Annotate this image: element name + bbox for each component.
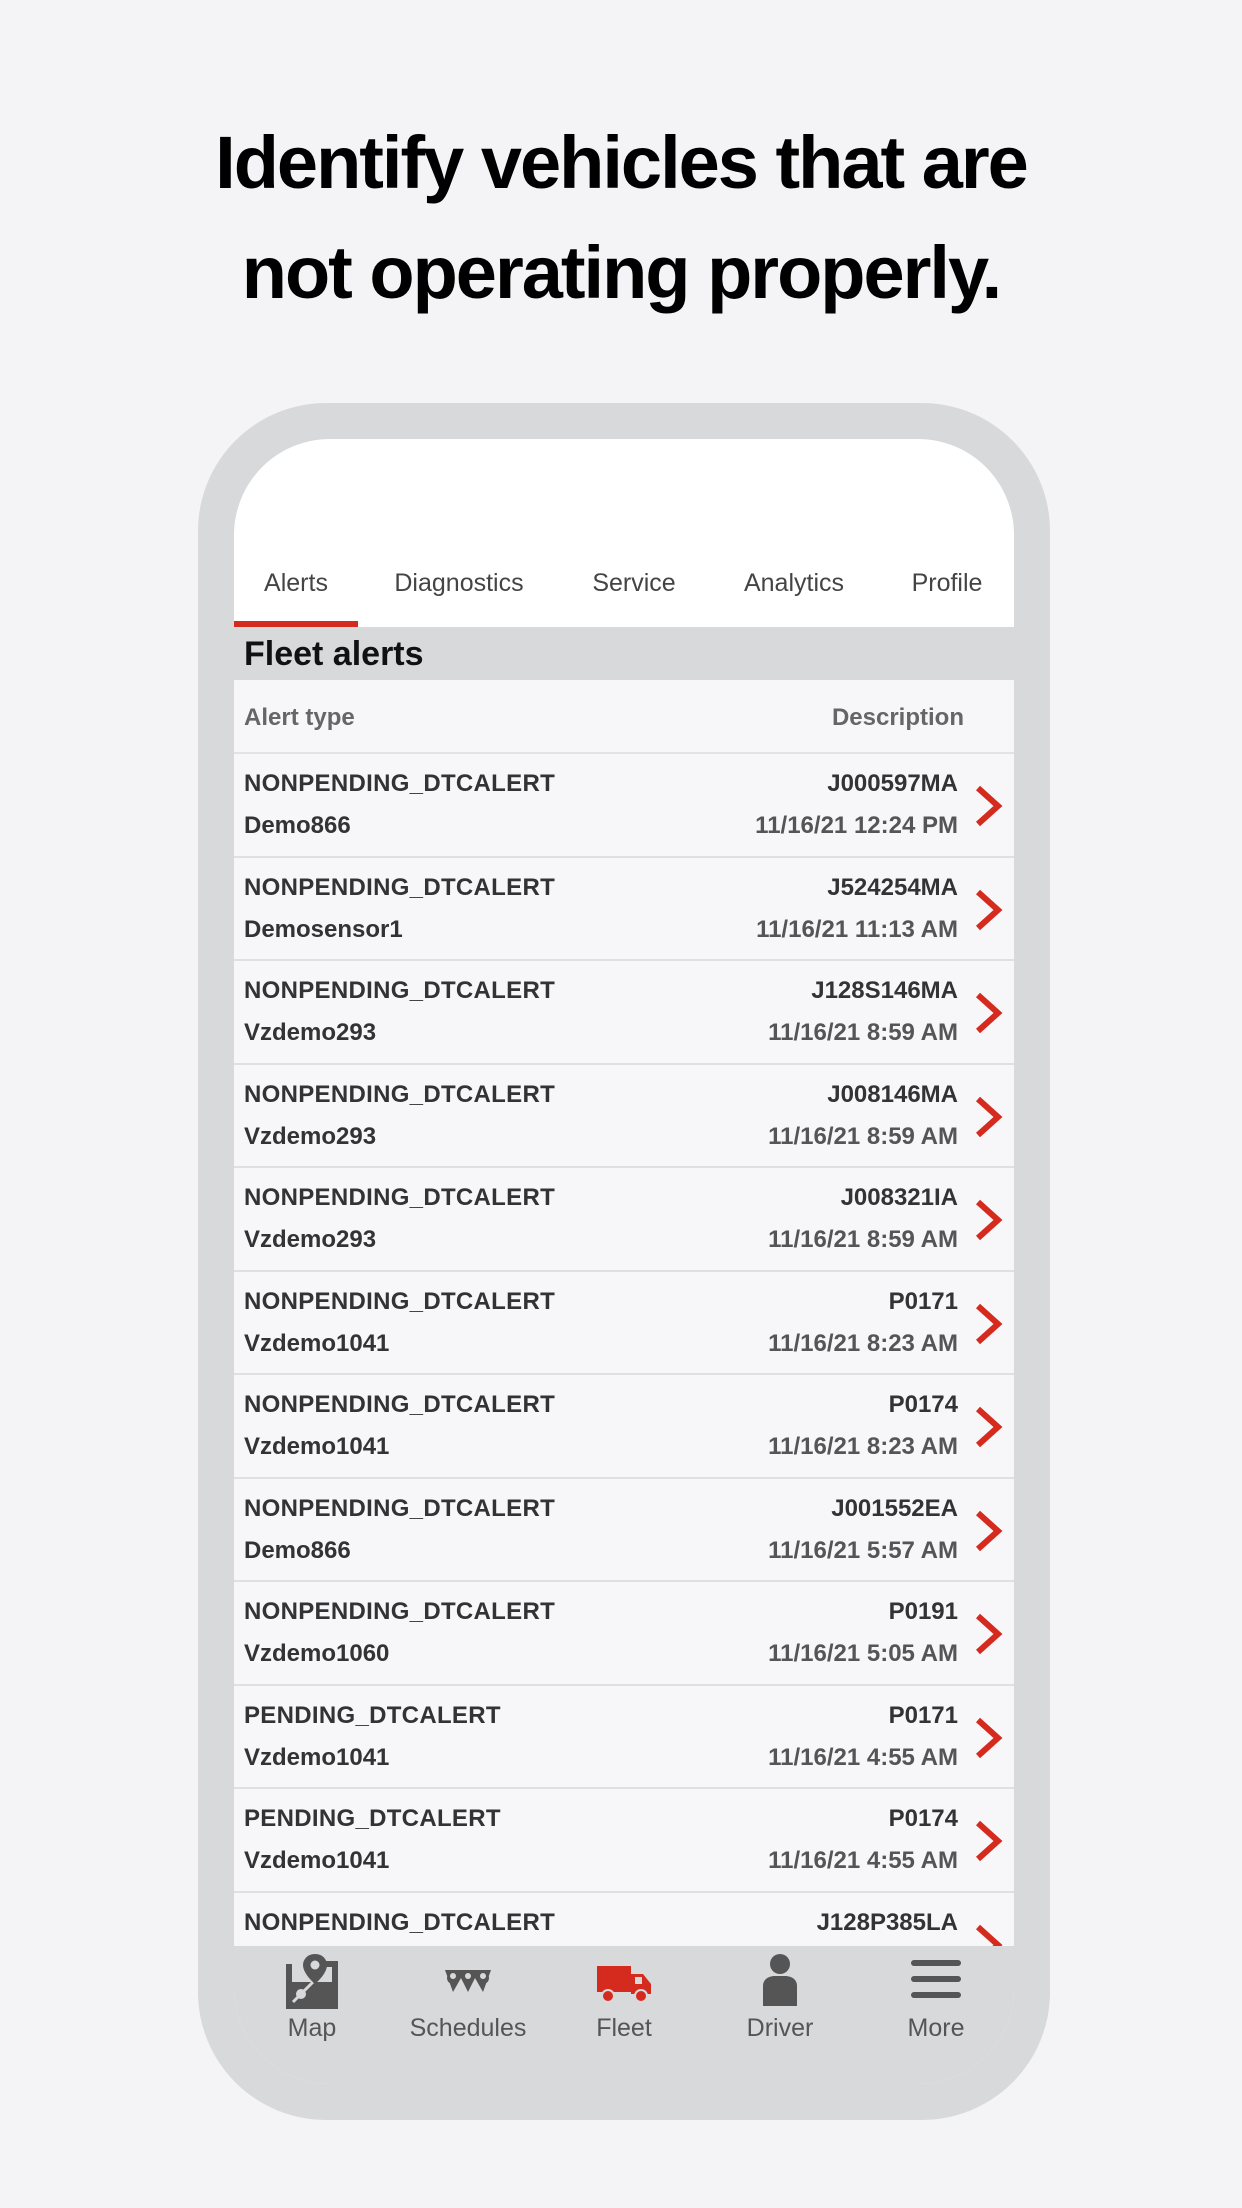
alert-code: J128S146MA xyxy=(811,977,958,1004)
tab-profile[interactable] xyxy=(880,539,1014,627)
chevron-right-icon[interactable] xyxy=(968,1302,1008,1346)
driver-icon xyxy=(751,1952,809,2010)
alert-timestamp: 11/16/21 8:23 AM xyxy=(768,1329,958,1357)
alert-code: P0171 xyxy=(888,1287,958,1315)
alert-code: P0174 xyxy=(888,1805,958,1832)
alert-type: PENDING_DTCALERT xyxy=(244,1701,501,1729)
vehicle-name: Vzdemo1041 xyxy=(244,1743,390,1771)
tab-service[interactable] xyxy=(560,539,708,627)
alert-type: NONPENDING_DTCALERT xyxy=(244,1391,556,1418)
alert-row[interactable] xyxy=(234,1065,1014,1169)
nav-driver[interactable] xyxy=(702,1946,858,2084)
alert-timestamp: 11/16/21 5:57 AM xyxy=(768,1536,958,1564)
headline xyxy=(0,108,1242,328)
truck-icon xyxy=(595,1952,653,2010)
tab-analytics[interactable] xyxy=(708,539,880,627)
phone-screen xyxy=(234,439,1014,2084)
tab-label: Service xyxy=(592,568,676,597)
alert-row[interactable] xyxy=(234,1272,1014,1376)
alert-code: J008146MA xyxy=(827,1080,958,1108)
bottom-nav xyxy=(234,1946,1014,2084)
chevron-right-icon[interactable] xyxy=(968,991,1008,1035)
chevron-right-icon[interactable] xyxy=(968,1405,1008,1449)
tab-label: Profile xyxy=(911,568,983,597)
chevron-right-icon[interactable] xyxy=(968,1923,1008,1947)
alert-type: NONPENDING_DTCALERT xyxy=(244,873,556,901)
alert-row[interactable] xyxy=(234,858,1014,962)
chevron-right-icon[interactable] xyxy=(968,888,1008,932)
alert-type: NONPENDING_DTCALERT xyxy=(244,1184,556,1211)
chevron-right-icon[interactable] xyxy=(968,1612,1008,1656)
alert-code: P0171 xyxy=(888,1701,958,1729)
alert-row[interactable] xyxy=(234,1375,1014,1479)
alert-row[interactable] xyxy=(234,1789,1014,1893)
tab-label: Alerts xyxy=(264,568,328,597)
table-header xyxy=(234,680,1014,754)
alert-code: J128P385LA xyxy=(816,1908,958,1936)
alert-row[interactable] xyxy=(234,1168,1014,1272)
alert-row[interactable] xyxy=(234,1582,1014,1686)
column-header-description: Description xyxy=(831,704,964,731)
tab-label: Diagnostics xyxy=(394,568,524,597)
tab-label: Analytics xyxy=(743,568,845,597)
chevron-right-icon[interactable] xyxy=(968,1819,1008,1863)
alert-code: P0174 xyxy=(888,1391,958,1418)
alert-type: NONPENDING_DTCALERT xyxy=(244,1287,556,1315)
nav-label: Map xyxy=(287,2014,337,2042)
vehicle-name: Vzdemo1041 xyxy=(244,1847,390,1874)
phone-frame xyxy=(198,403,1050,2120)
vehicle-name: Vzdemo293 xyxy=(244,1019,377,1046)
vehicle-name: Vzdemo1041 xyxy=(244,1329,390,1357)
alert-type: NONPENDING_DTCALERT xyxy=(244,1494,556,1522)
alert-timestamp: 11/16/21 8:59 AM xyxy=(768,1019,958,1046)
vehicle-name: Demo866 xyxy=(244,812,351,839)
headline-line-1: Identify vehicles that are xyxy=(215,121,1027,204)
nav-more[interactable] xyxy=(858,1946,1014,2084)
alert-type: NONPENDING_DTCALERT xyxy=(244,1080,556,1108)
schedules-icon xyxy=(439,1952,497,2010)
tab-bar xyxy=(234,539,1014,627)
nav-map[interactable] xyxy=(234,1946,390,2084)
alert-type: NONPENDING_DTCALERT xyxy=(244,1598,556,1625)
tab-diagnostics[interactable] xyxy=(358,539,560,627)
nav-schedules[interactable] xyxy=(390,1946,546,2084)
alert-timestamp: 11/16/21 8:59 AM xyxy=(768,1122,958,1150)
alert-code: J001552EA xyxy=(831,1494,958,1522)
menu-icon xyxy=(907,1952,965,2010)
alert-row[interactable] xyxy=(234,1479,1014,1583)
headline-line-2: not operating properly. xyxy=(241,231,1001,314)
vehicle-name: Vzdemo1060 xyxy=(244,1640,390,1667)
tab-alerts[interactable] xyxy=(234,539,358,627)
chevron-right-icon[interactable] xyxy=(968,1509,1008,1553)
alert-row[interactable] xyxy=(234,1686,1014,1790)
vehicle-name: Vzdemo293 xyxy=(244,1226,377,1253)
alert-type: NONPENDING_DTCALERT xyxy=(244,770,556,797)
alert-type: NONPENDING_DTCALERT xyxy=(244,977,556,1004)
alert-timestamp: 11/16/21 12:24 PM xyxy=(755,812,958,839)
nav-label: Driver xyxy=(746,2014,814,2042)
vehicle-name: Demosensor1 xyxy=(244,915,403,943)
chevron-right-icon[interactable] xyxy=(968,1716,1008,1760)
alert-list[interactable] xyxy=(234,754,1014,1946)
vehicle-name: Demo866 xyxy=(244,1536,351,1564)
alert-row[interactable] xyxy=(234,754,1014,858)
map-icon xyxy=(283,1952,341,2010)
alert-timestamp: 11/16/21 5:05 AM xyxy=(768,1640,958,1667)
section-title: Fleet alerts xyxy=(244,635,424,673)
chevron-right-icon[interactable] xyxy=(968,1095,1008,1139)
section-header xyxy=(234,627,1014,680)
alert-type: PENDING_DTCALERT xyxy=(244,1805,501,1832)
alert-timestamp: 11/16/21 8:23 AM xyxy=(768,1433,958,1460)
chevron-right-icon[interactable] xyxy=(968,784,1008,828)
alert-row[interactable] xyxy=(234,961,1014,1065)
alert-type: NONPENDING_DTCALERT xyxy=(244,1908,556,1936)
vehicle-name: Vzdemo293 xyxy=(244,1122,377,1150)
column-header-alert-type: Alert type xyxy=(244,704,355,731)
alert-timestamp: 11/16/21 8:59 AM xyxy=(768,1226,958,1253)
alert-code: J524254MA xyxy=(827,873,958,901)
vehicle-name: Vzdemo1041 xyxy=(244,1433,390,1460)
alert-timestamp: 11/16/21 4:55 AM xyxy=(768,1743,958,1771)
alert-timestamp: 11/16/21 11:13 AM xyxy=(756,915,958,943)
nav-label: Schedules xyxy=(409,2014,527,2042)
nav-fleet[interactable] xyxy=(546,1946,702,2084)
alert-timestamp: 11/16/21 4:55 AM xyxy=(768,1847,958,1874)
alert-code: J000597MA xyxy=(827,770,958,797)
chevron-right-icon[interactable] xyxy=(968,1198,1008,1242)
nav-label: More xyxy=(907,2014,965,2042)
alert-row[interactable] xyxy=(234,1893,1014,1947)
alert-code: J008321IA xyxy=(840,1184,958,1211)
alert-code: P0191 xyxy=(888,1598,958,1625)
nav-label: Fleet xyxy=(596,2014,652,2042)
